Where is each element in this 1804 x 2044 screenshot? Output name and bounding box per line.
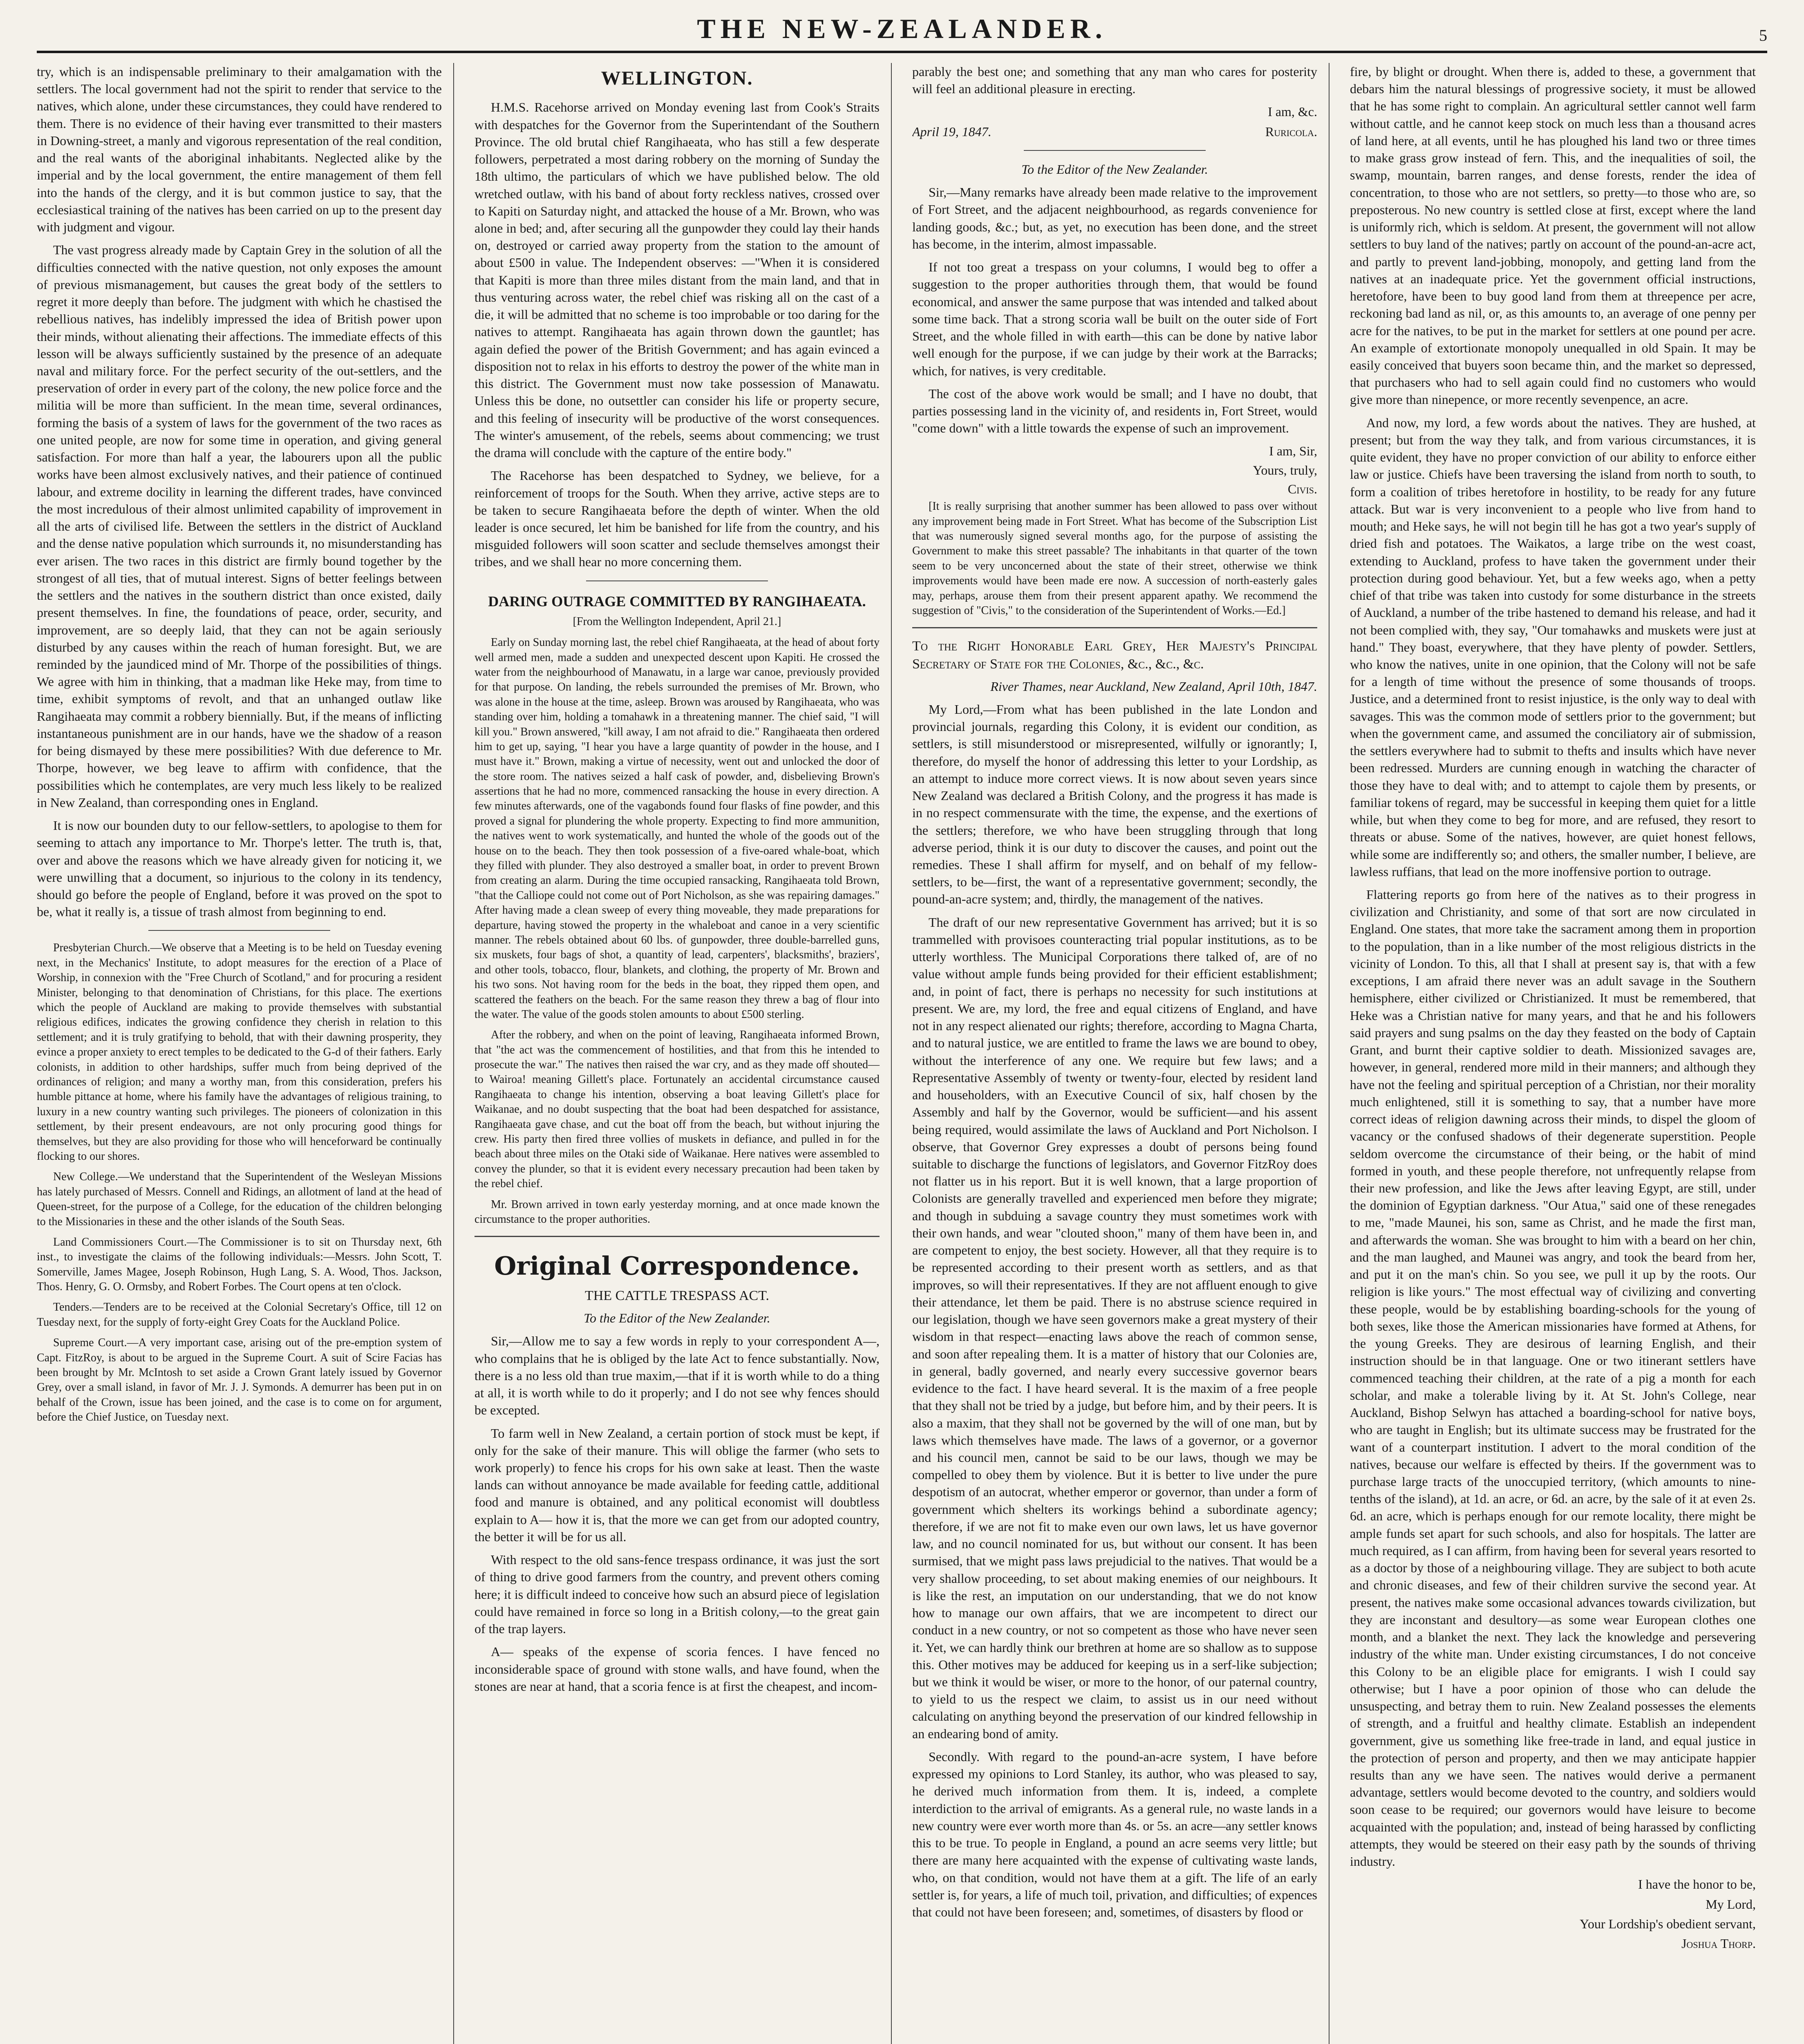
column-3 — [912, 63, 1329, 2044]
local-news — [37, 941, 442, 1425]
letter-salutation-line: To the Editor of the New Zealander. — [584, 1311, 770, 1326]
letter-paragraph: The cost of the above work would be small; and I have no doubt, that parties possessing land in the vicinity of, and residents in, Fort Street, would "come down" with a little towards the expense of such an improvement. — [912, 386, 1317, 436]
letter-paragraph: The draft of our new representative Government has arrived; but it is so trammelled with provisoes counteracting trial popular institutions, as to be utterly worthless. The Municipal Corporations there talked of, are of no value without ample funds being provided for their efficient establishment; and, in point of fact, there is perhaps no necessity for such institutions at present. We are, my lord, the free and equal citizens of England, and have not in any respect alienated our rights; therefore, according to Magna Charta, and to natural justice, we are entitled to frame the laws we are bound to obey, without the interference of any one. We require but few laws; and a Representative Assembly of twenty or twenty-four, elected by resident land and householders, with an Executive Council of six, half chosen by the Assembly and half by the Governor, would be sufficient—and his assent being required, would assimilate the laws of Auckland and Port Nicholson. I observe, that Governor Grey expresses a doubt of persons being found suitable to discharge the functions of legislators, and Governor FitzRoy does not flatter us in his report. But it is well known, that a large proportion of Colonists are generally travelled and experienced men before they migrate; and though in subduing a savage country they must sometimes work with their own hands, and wear "clouted shoon," many of them have been in, and are competent to enjoy, the best society. However, all that they require is to be represented according to their present worth as settlers, and as that improves, so will their representatives. If they are not affluent enough to give their attendance, let them be paid. There is no abstruse science required in our legislation, though we have seen governors make a great mystery of their wisdom in that respect—enacting laws above the reach of common sense, and soon after repealing them. It is a matter of history that our Colonies are, in general, badly governed, and nearly every successive governor bears evidence to the fact. I have heard several. It is the maxim of a free people that they shall not be tried by a judge, but before him, and by their peers. It is also a maxim, that they shall not be governed by the will of one man, but by laws which themselves have made. The laws of a governor, or a governor and his council men, cannot be said to be our laws, though we may be compelled to obey them by violence. But it is better to live under the pure despotism of an autocrat, whether emperor or governor, than under a form of government which shelters its workings behind a subordinate agency; therefore, if we are not fit to make even our own laws, let us have governor law, and no council nominated for us, but without our consent. It has been surmised, that we might pass laws prejudicial to the natives. That would be a very shallow proceeding, to set about making enemies of our neighbours. It is like the rest, an imputation on our understanding, that we do not know how to manage our own affairs, that we are incompetent to direct our conduct in a new country, or not so competent as those who have never seen it. Yet, we can hardly think our brethren at home are so shallow as to suppose this. Other motives may be adduced for keeping us in a serf-like subjection; but we think it would be wiser, or more to the honor, of our paternal country, to yield to us the respect we claim, to assist us in our need without calculating on anything beyond the preservation of our kindred fellowship in an endearing bond of amity. — [912, 914, 1317, 1741]
letter-paragraph: parably the best one; and something that any man who cares for posterity will feel an additional pleasure in erecting. — [912, 64, 1317, 96]
letter-closing: My Lord, — [1706, 1896, 1756, 1912]
divider — [1024, 150, 1206, 151]
article-heading-daring-outrage: DARING OUTRAGE COMMITTED BY RANGIHAEATA. — [488, 593, 866, 610]
letter-signature: Civis. — [1287, 481, 1317, 496]
article-paragraph: Early on Sunday morning last, the rebel chief Rangihaeata, at the head of about forty well armed men, made a sudden and unexpected descent upon Kapiti. He crossed the water from the neighbourhood of Manawatu, in a large war canoe, previously provided for that purpose. On landing, the rebels surrounded the premises of Mr. Brown, who was alone in the house at the time, asleep. Brown was aroused by Rangihaeata, who was standing over him, holding a tomahawk in a threatening manner. The chief said, "I will kill you." Brown answered, "kill away, I am not afraid to die." Rangihaeata then ordered him to get up, saying, "I hear you have a large quantity of powder in the house, and I must have it." Brown, making a virtue of necessity, went out and unlocked the door of the store room. The natives seized a half cask of powder, and, disbelieving Brown's assertions that he had no more, commenced ransacking the house in every direction. A few minutes afterwards, one of the vagabonds found four flasks of fine powder, and this proved a signal for plundering the whole property. Expecting to find more ammunition, the natives went to work systematically, and hunted the whole of the goods out of the house on to the beach. They then took possession of a five-oared whale-boat, which they filled with plunder. They also destroyed a smaller boat, in order to prevent Brown from creating an alarm. During the time occupied ransacking, Rangihaeata told Brown, "that the Calliope could not come out of Port Nicholson, as she was repairing damages." After having made a clean sweep of every thing moveable, they made preparations for departure, having stowed the property in the whaleboat and canoe in a very scientific manner. The rebels obtained about 60 lbs. of gunpowder, three double-barrelled guns, six muskets, four bags of shot, a quantity of lead, carpenters', blacksmiths', braziers', and other tools, tobacco, flour, blankets, and clothing, the property of Mr. Brown and his two sons. Not having room for the beds in the boat, they ripped them open, and scattered the feathers on the beach. For the same reason they threw a bag of flour into the water. The value of the goods stolen amounts to about £500 sterling. — [475, 636, 880, 1021]
article-paragraph: Mr. Brown arrived in town early yesterday morning, and at once made known the circumstance to the proper authorities. — [475, 1198, 880, 1226]
letter-paragraph: Sir,—Allow me to say a few words in reply to your correspondent A—, who complains that he is obliged by the late Act to fence substantially. Now, there is a no less old than true maxim,—that if it is worth while to do a thing at all, it is worth while to do it properly; and I do not see why fences should be excepted. — [475, 1334, 880, 1418]
newspaper-title: THE NEW-ZEALANDER. — [697, 13, 1107, 44]
letter-heading-cattle-trespass-act: THE CATTLE TRESPASS ACT. — [585, 1288, 769, 1304]
masthead — [37, 13, 1767, 53]
editorial-paragraph: try, which is an indispensable preliminary to their amalgamation with the settlers. The local government had not the spirit to render that service to the natives, which alone, under these circumstances, they could have rendered to them. There is no evidence of their having ever transmitted to their masters in Downing-street, a manly and vigorous representation of the real condition, and the real wants of the aboriginal inhabitants. Neglected alike by the imperial and by the local government, the entire management of them fell into the hands of the clergy, and it is but common justice to say, that the ecclesiastical training of the natives has been carried on up to the present day with judgment and vigour. — [37, 64, 442, 235]
letter-paragraph: To farm well in New Zealand, a certain portion of stock must be kept, if only for the sake of their manure. This will oblige the farmer (who sets to work properly) to fence his crops for his own sake at least. Then the waste lands can without annoyance be made available for feeding cattle, additional food and manure is obtained, and any political economist will doubtless explain to A— how it is, that the more we can get from our adopted country, the better it will be for us all. — [475, 1425, 880, 1544]
news-item-tenders: Tenders.—Tenders are to be received at the Colonial Secretary's Office, till 12 on Tuesday next, for the supply of forty-eight Grey Coats for the Auckland Police. — [37, 1301, 442, 1329]
letter-paragraph: Flattering reports go from here of the natives as to their progress in civilization and Christianity, and some of that sort are now circulated in England. One states, that more take the sacrament among them in proportion to the population, than in a like number of the most religious districts in the vicinity of London. To this, all that I shall at present say is, that with a few exceptions, I am afraid there never was an adult savage in the Southern hemisphere, either civilized or Christianized. It must be remembered, that Heke was a Christian native for many years, and that he and his followers said prayers and sung psalms on the day they feasted on the body of Captain Grant, and burnt their captive soldier to death. Missionized savages are, however, in general, rendered more mild in their manners; and although they have not the feeling and spiritual perception of a Christian, nor their morality much enlightened, still it is something to say, that a number have more correct ideas of religion dawning across their minds, to dispel the gloom of vacancy or the confused shadows of their degenerate superstition. People seldom overcome the circumstance of their being, or the habit of mind formed in youth, and these people therefore, not unfrequently relapse from their new profession, and like the Jews after leaving Egypt, are still, under the dominion of Egyptian darkness. "Our Atua," said one of these renegades to me, "made Maunei, his son, same as Christ, and he made the first man, and afterwards the woman. She was brought to him with a beard on her chin, and the man laughed, and Maunei was angry, and took the beard from her, and put it on the man's chin. So you see, we pull it up by the roots. Our religion is like yours." The most effectual way of civilizing and converting these people, would be by establishing boarding-schools for the young of both sexes, like those the American missionaries have formed at Athens, for the young Greeks. They are desirous of learning English, and their instruction should be in that language. One or two itinerant settlers have commenced teaching their children, at the rate of a pig a month for each scholar, and make a tolerable living by it. At St. John's College, near Auckland, Bishop Selwyn has attached a boarding-school for native boys, who are taught in English; but its ultimate success may be frustrated for the want of a counterpart institution. I advert to the moral condition of the natives, because our welfare is effected by theirs. If the government was to purchase large tracts of the unoccupied territory, (which amounts to nine-tenths of the island), at 1d. an acre, or 6d. an acre, by the sale of it at even 2s. 6d. an acre, which is perhaps enough for our remote locality, there might be ample funds set apart for such schools, and also for hospitals. The latter are much required, as I can affirm, from having been for several years resorted to as a doctor by those of a neighbouring village. They are subject to both acute and chronic diseases, and few of their children survive the second year. At present, the natives make some occasional advances towards civilization, but they are inconstant and desultory—as some wear European clothes one month, and a blanket the next. They lack the knowledge and persevering industry of the white man. Under existing circumstances, I do not conceive this Colony to be an eligible place for emigrants. I wish I could say otherwise; but I have a poor opinion of those who can delude the unsuspecting, and betray them to ruin. New Zealand possesses the elements of strength, and a fruitful and healthy climate. Establish an independent government, give us something like free-trade in land, and equal justice in the protection of person and property, and then we may anticipate happier results than any we have seen. The natives would derive a permanent advantage, settlers would become devoted to the country, and soldiers would soon cease to be required; our governors would have leisure to become acquainted with the population; and, instead of being harassed by conflicting attempts, they would be steered on their easy path by the sounds of thriving industry. — [1350, 887, 1756, 1869]
editorial-paragraph: The vast progress already made by Captain Grey in the solution of all the difficulties connected with the native question, not only exposes the amount of previous mismanagement, but causes the great body of the settlers to regret it more deeply than before. The judgment with which he chastised the rebellious natives, has indelibly impressed the idea of British power upon their minds, without alienating their affections. The immediate effects of this lesson will be always sufficiently sustained by the presence of an adequate naval and military force. For the perfect security of the out-settlers, and the preservation of order in every part of the colony, the new police force and the militia will be more than sufficient. In the mean time, several ordinances, forming the basis of a system of laws for the government of the two races as one united people, are now for some time in operation, and giving general satisfaction. For more than half a year, the labourers upon all the public works have been almost exclusively natives, and their patience of continued labour, and extreme docility in learning the different trades, have convinced the most incredulous of their almost unlimited capability of improvement in all the arts of civilised life. Between the settlers in the district of Auckland and the dense native population which surrounds it, no misunderstanding has ever arisen. The two races in this district are firmly bound together by the strongest of all ties, that of mutual interest. Signs of better feelings between the settlers and the natives in the southern district than once existed, daily present themselves. In fine, the foundations of peace, order, security, and improvement, are so deeply laid, that they can not be again seriously disturbed by any causes within the reach of human foresight. But, we are reminded by the jaundiced mind of Mr. Thorpe of the possibilities of things. We agree with him in thinking, that a madman like Heke may, from time to time, exhibit symptoms of revolt, and that an unhanged outlaw like Rangihaeata may commit a robbery biennially. But, if the means of inflicting instantaneous punishment are in our hands, have we the shadow of a reason for being dismayed by these mere possibilities? With due deference to Mr. Thorpe, however, we beg leave to affirm with confidence, that the possibilities which he contemplates, are very much less likely to be realized in New Zealand, than corresponding ones in England. — [37, 242, 442, 810]
news-item-new-college: New College.—We understand that the Superintendent of the Wesleyan Missions has lately purchased of Messrs. Connell and Ridings, an allotment of land at the head of Queen-street, for the purpose of a College, for the education of the children belonging to the Missionaries in these and the other islands of the South Seas. — [37, 1170, 442, 1228]
letter-paragraph: And now, my lord, a few words about the natives. They are hushed, at present; but from the way they talk, and from various circumstances, it is quite evident, they have no proper conviction of our ability to enforce either law or justice. Chiefs have been traversing the island from north to south, to form a coalition of tribes heretofore in hostility, to be ready for any future attack. But war is very inconvenient to a people who live from hand to mouth; and Heke says, he will not begin till he has got a two year's supply of dried fish and potatoes. The Waikatos, a large tribe on the west coast, extending to Auckland, profess to have taken the government under their protection during good behaviour. Yet, but a few weeks ago, when a petty chief of that tribe was taken into custody for some disturbance in the streets of Auckland, a number of the tribe hastened to demand his release, and had it not been complied with, they say, "Our tomahawks and muskets were just at hand." They boast, everywhere, that they have plenty of powder. Settlers, who know the natives, unite in one opinion, that the Colony will not be safe for a length of time without the presence of some thousands of troops. Justice, and a determined front to resist injustice, is the only way to deal with savages. This was the common mode of settlers prior to the government; but when the government came, and assumed the conciliatory air of submission, the settlers everywhere had to submit to thefts and insults which have never been redressed. Murders are cunning enough in watching the character of those they have to deal with; and to attempt to cajole them by presents, or familiar tokens of regard, may be successful in keeping them quiet for a little while, but when they come to beg for more, and are refused, they resort to threats or abuse. Some of the natives, however, are quiet honest fellows, while some are indifferently so; and others, the smaller number, I believe, are lawless ruffians, that lead on the more inoffensive portion to outrage. — [1350, 415, 1756, 879]
column-1 — [37, 63, 454, 2044]
letter-date: April 19, 1847. — [912, 124, 992, 139]
letter-signature: Joshua Thorp. — [1681, 1936, 1756, 1951]
letter-paragraph: A— speaks of the expense of scoria fences. I have fenced no inconsiderable space of ground with stone walls, and have found, when the stones are near at hand, that a scoria fence is at first the cheapest, and incom- — [475, 1644, 880, 1694]
letter-paragraph: fire, by blight or drought. When there is, added to these, a government that debars him the natural blessings of progressive society, it must be allowed that he has some right to complain. An agricultural settler cannot well farm without cattle, and he cannot keep stock on much less than a thousand acres of land here, at all events, until he has ploughed his land two or three times to make grass grow instead of fern. This, and the inequalities of soil, the swamp, mountain, barren ranges, and dense forests, render the idea of concentration, to those who are not settlers, so pretty—to those who are, so preposterous. No new country is settled close at first, except where the land is uniformly rich, which is seldom. At present, the government will not allow settlers to buy land of the natives; partly on account of the pound-an-acre act, and partly to prevent land-jobbing, monopoly, and getting land from the natives at an inadequate price. Yet the government official instructions, heretofore, have been to buy good land from them at threepence per acre, reckoning bad land as nil, or, as this amounts to, an average of one penny per acre for the natives, to be put in the market for settlers at one pound per acre. An example of extortionate monopoly unequalled in old Spain. It may be easily conceived that buyers soon became thin, and the market so depressed, that purchasers who had to sell again could find no customers who would give more than ninepence, or more recently sevenpence, an acre. — [1350, 64, 1756, 407]
editor-note: [It is really surprising that another summer has been allowed to pass over without any improvement being made in Fort Street. What has become of the Subscription List that was numerously signed several months ago, for the purpose of assisting the Government to make this street passable? The inhabitants in that quarter of the town seem to be very unconcerned about the state of their street, otherwise we think improvements would have been made ere now. A succession of north-easterly gales may, perhaps, arouse them from their present apparent apathy. We recommend the suggestion of "Civis," to the consideration of the Superintendent of Works.—Ed.] — [912, 500, 1317, 617]
news-item-supreme-court: Supreme Court.—A very important case, arising out of the pre-emption system of Capt. FitzRoy, is about to be argued in the Supreme Court. A suit of Scire Facias has been brought by Mr. McIntosh to set aside a Crown Grant lately issued by Governor Grey, over a small island, in favor of Mr. J. J. Symonds. A demurrer has been put in on behalf of the Crown, issue has been joined, and the case is to come on for argument, before the Chief Justice, on Tuesday next. — [37, 1336, 442, 1424]
letter-paragraph: If not too great a trespass on your columns, I would beg to offer a suggestion to the proper authorities through them, that would be found economical, and answer the same purpose that was intended and talked about some time back. That a strong scoria wall be built on the outer side of Fort Street, and the whole filled in with earth—this can be done by native labor well enough for the purpose, if we can judge by their work at the Barracks; which, for natives, is very creditable. — [912, 260, 1317, 378]
section-heading-wellington: WELLINGTON. — [601, 67, 753, 89]
letter-closing: I am, Sir, — [1269, 444, 1317, 459]
article-paragraph: After the robbery, and when on the point of leaving, Rangihaeata informed Brown, that "the act was the commencement of hostilities, and that from this he intended to prosecute the war." The natives then raised the war cry, and as they made off shouted—to Wairoa! meaning Gillett's place. Fortunately an accidental circumstance caused Rangihaeata to change his intention, observing a boat leaving Gillett's place for Waikanae, and no doubt suspecting that the boat had been despatched for assistance, Rangihaeata gave chase, and cut the boat off from the beach, but without injuring the crew. His party then fired three vollies of muskets in defiance, and pulled in for the beach about three miles on the Otaki side of Waikanae. Here natives were assembled to convey the plunder, so that it is evident every necessary precaution had been taken by the rebel chief. — [475, 1029, 880, 1190]
news-item-land-commissioners-court: Land Commissioners Court.—The Commissioner is to sit on Thursday next, 6th inst., to investigate the claims of the following individuals:—Messrs. John Scott, T. Somerville, James Magee, Joseph Robinson, Hugh Lang, S. A. Wood, Thos. Jackson, Thos. Henry, G. O. Ormsby, and Robert Forbes. The Court opens at ten o'clock. — [37, 1235, 442, 1293]
news-item-presbyterian-church: Presbyterian Church.—We observe that a Meeting is to be held on Tuesday evening next, in the Mechanics' Institute, to adopt measures for the erection of a Place of Worship, in connexion with the "Free Church of Scotland," and for procuring a resident Minister, belonging to that denomination of Christians, for this place. The exertions which the people of Auckland are making to provide themselves with substantial religious edifices, indicates the growing confidence they cherish in relation to this settlement; and it is truly gratifying to behold, that with their dawning prosperity, they evince a proper anxiety to erect temples to be dedicated to the G-d of their fathers. Early colonists, in addition to other hardships, suffer much from being deprived of the ordinances of religion; and many a worthy man, from this consideration, prefers his humble pittance at home, where his family have the advantages of religious training, to luxury in a new country wanting such privileges. The pioneers of colonization in this settlement, by their present endeavours, are not only procuring good things for themselves, but they are also providing for those who will henceforward be continually flocking to our shores. — [37, 941, 442, 1163]
letter-address-earl-grey: To the Right Honorable Earl Grey, Her Majesty's Principal Secretary of State for the Colonies, &c., &c., &c. — [912, 639, 1317, 672]
letter-dateline: River Thames, near Auckland, New Zealand, April 10th, 1847. — [990, 679, 1317, 694]
column-4 — [1350, 63, 1767, 2044]
article-paragraph: The Racehorse has been despatched to Sydney, we believe, for a reinforcement of troops for the South. When they arrive, active steps are to be taken to secure Rangihaeata before the depth of winter. When the old leader is once secured, let him be banished for life from the country, and his misguided followers will soon scatter and seclude themselves amongst their tribes, and we shall hear no more concerning them. — [475, 468, 880, 569]
divider — [912, 627, 1317, 628]
letter-paragraph: With respect to the old sans-fence trespass ordinance, it was just the sort of thing to drive good farmers from the country, and prevent others coming here; it is difficult indeed to conceive how such an absurd piece of legislation could have remained in force so long in a British colony,—to the great gain of the trap layers. — [475, 1552, 880, 1636]
page-mark: 5 — [1759, 26, 1767, 45]
article-source: [From the Wellington Independent, April 21.] — [573, 615, 781, 628]
letter-paragraph: Sir,—Many remarks have already been made relative to the improvement of Fort Street, and the adjacent neighbourhood, as regards convenience for landing goods, &c.; but, as yet, no execution has been done, and the street has become, in the interim, almost impassable. — [912, 185, 1317, 251]
letter-paragraph: Secondly. With regard to the pound-an-acre system, I have before expressed my opinions to Lord Stanley, its author, who was pleased to say, he derived much information from them. It is, indeed, a complete interdiction to the arrival of emigrants. As a general rule, no waste lands in a new country were ever worth more than 4s. or 5s. an acre—any settler knows this to be true. To people in England, a pound an acre seems very little; but there are many here acquainted with the expense of cultivating waste lands, who, on that condition, would not have them at a gift. The life of an early settler is, for years, a life of much toil, privation, and difficulties; of expences that could not have been foreseen; and, sometimes, of disasters by flood or — [912, 1749, 1317, 1920]
divider — [475, 1236, 880, 1237]
letter-closing: Yours, truly, — [1253, 462, 1317, 477]
editorial-paragraph: It is now our bounden duty to our fellow-settlers, to apologise to them for seeming to attach any importance to Mr. Thorpe's letter. The truth is, that, over and above the reasons which we have already given for noticing it, we were unwilling that a document, so injurious to the colony in its tendency, should go before the people of England, before it was proved on the spot to be, what it really is, a tissue of trash almost from beginning to end. — [37, 818, 442, 919]
letter-closing: I am, &c. — [1268, 104, 1317, 119]
divider — [148, 930, 331, 931]
letter-signature: Ruricola. — [1265, 124, 1317, 139]
section-heading-original-correspondence: Original Correspondence. — [494, 1251, 860, 1281]
divider — [586, 580, 768, 581]
letter-closing: I have the honor to be, — [1638, 1877, 1756, 1892]
article-paragraph: H.M.S. Racehorse arrived on Monday evening last from Cook's Straits with despatches for the Governor from the Superintendant of the Southern Province. The old brutal chief Rangihaeata, who has still a few desperate followers, perpetrated a most daring robbery on the morning of Sunday the 18th ultimo, the particulars of which we have published below. The old wretched outlaw, with his band of about forty reckless natives, crossed over to Kapiti on Saturday night, and attacked the house of a Mr. Brown, who was alone in bed; and, after securing all the gunpowder they could lay their hands on, destroyed or carried away property from the station to the amount of about £500 in value. The Independent observes: —"When it is considered that Kapiti is more than three miles distant from the main land, and that in thus venturing across water, the rebel chief was risking all on the cast of a die, it will be admitted that no scheme is too improbable or too daring for the natives to attempt. Rangihaeata has again thrown down the gauntlet; has again defied the power of the British Government; and has again evinced a disposition not to relax in his efforts to destroy the power of the white man in this district. The Government must now take possession of Manawatu. Unless this be done, no outsettler can consider his life or property secure, and this feeling of insecurity will be productive of the worst consequences. The winter's amusement, of the rebels, seems about commencing; we trust the drama will conclude with the capture of the entire body." — [475, 100, 880, 460]
article-columns — [37, 63, 1767, 2044]
letter-closing: Your Lordship's obedient servant, — [1580, 1916, 1756, 1931]
column-2 — [475, 63, 892, 2044]
letter-paragraph: My Lord,—From what has been published in the late London and provincial journals, regarding this Colony, it is evident our condition, as settlers, is still misunderstood or misrepresented, wilfully or ignorantly; I, therefore, do myself the honor of addressing this letter to your Lordship, as an attempt to induce more correct views. It is now about seven years since New Zealand was declared a British Colony, and the progress it has made is in no respect commensurate with the time, the expense, and the exertions of the settlers; therefore, we who have been struggling through that long adverse period, think it is our duty to discover the causes, and point out the remedies. These I shall affirm for myself, and on behalf of my fellow-settlers, to be—first, the want of a representative government; secondly, the pound-an-acre system; and, thirdly, the management of the natives. — [912, 702, 1317, 907]
letter-salutation-line: To the Editor of the New Zealander. — [1021, 161, 1208, 177]
